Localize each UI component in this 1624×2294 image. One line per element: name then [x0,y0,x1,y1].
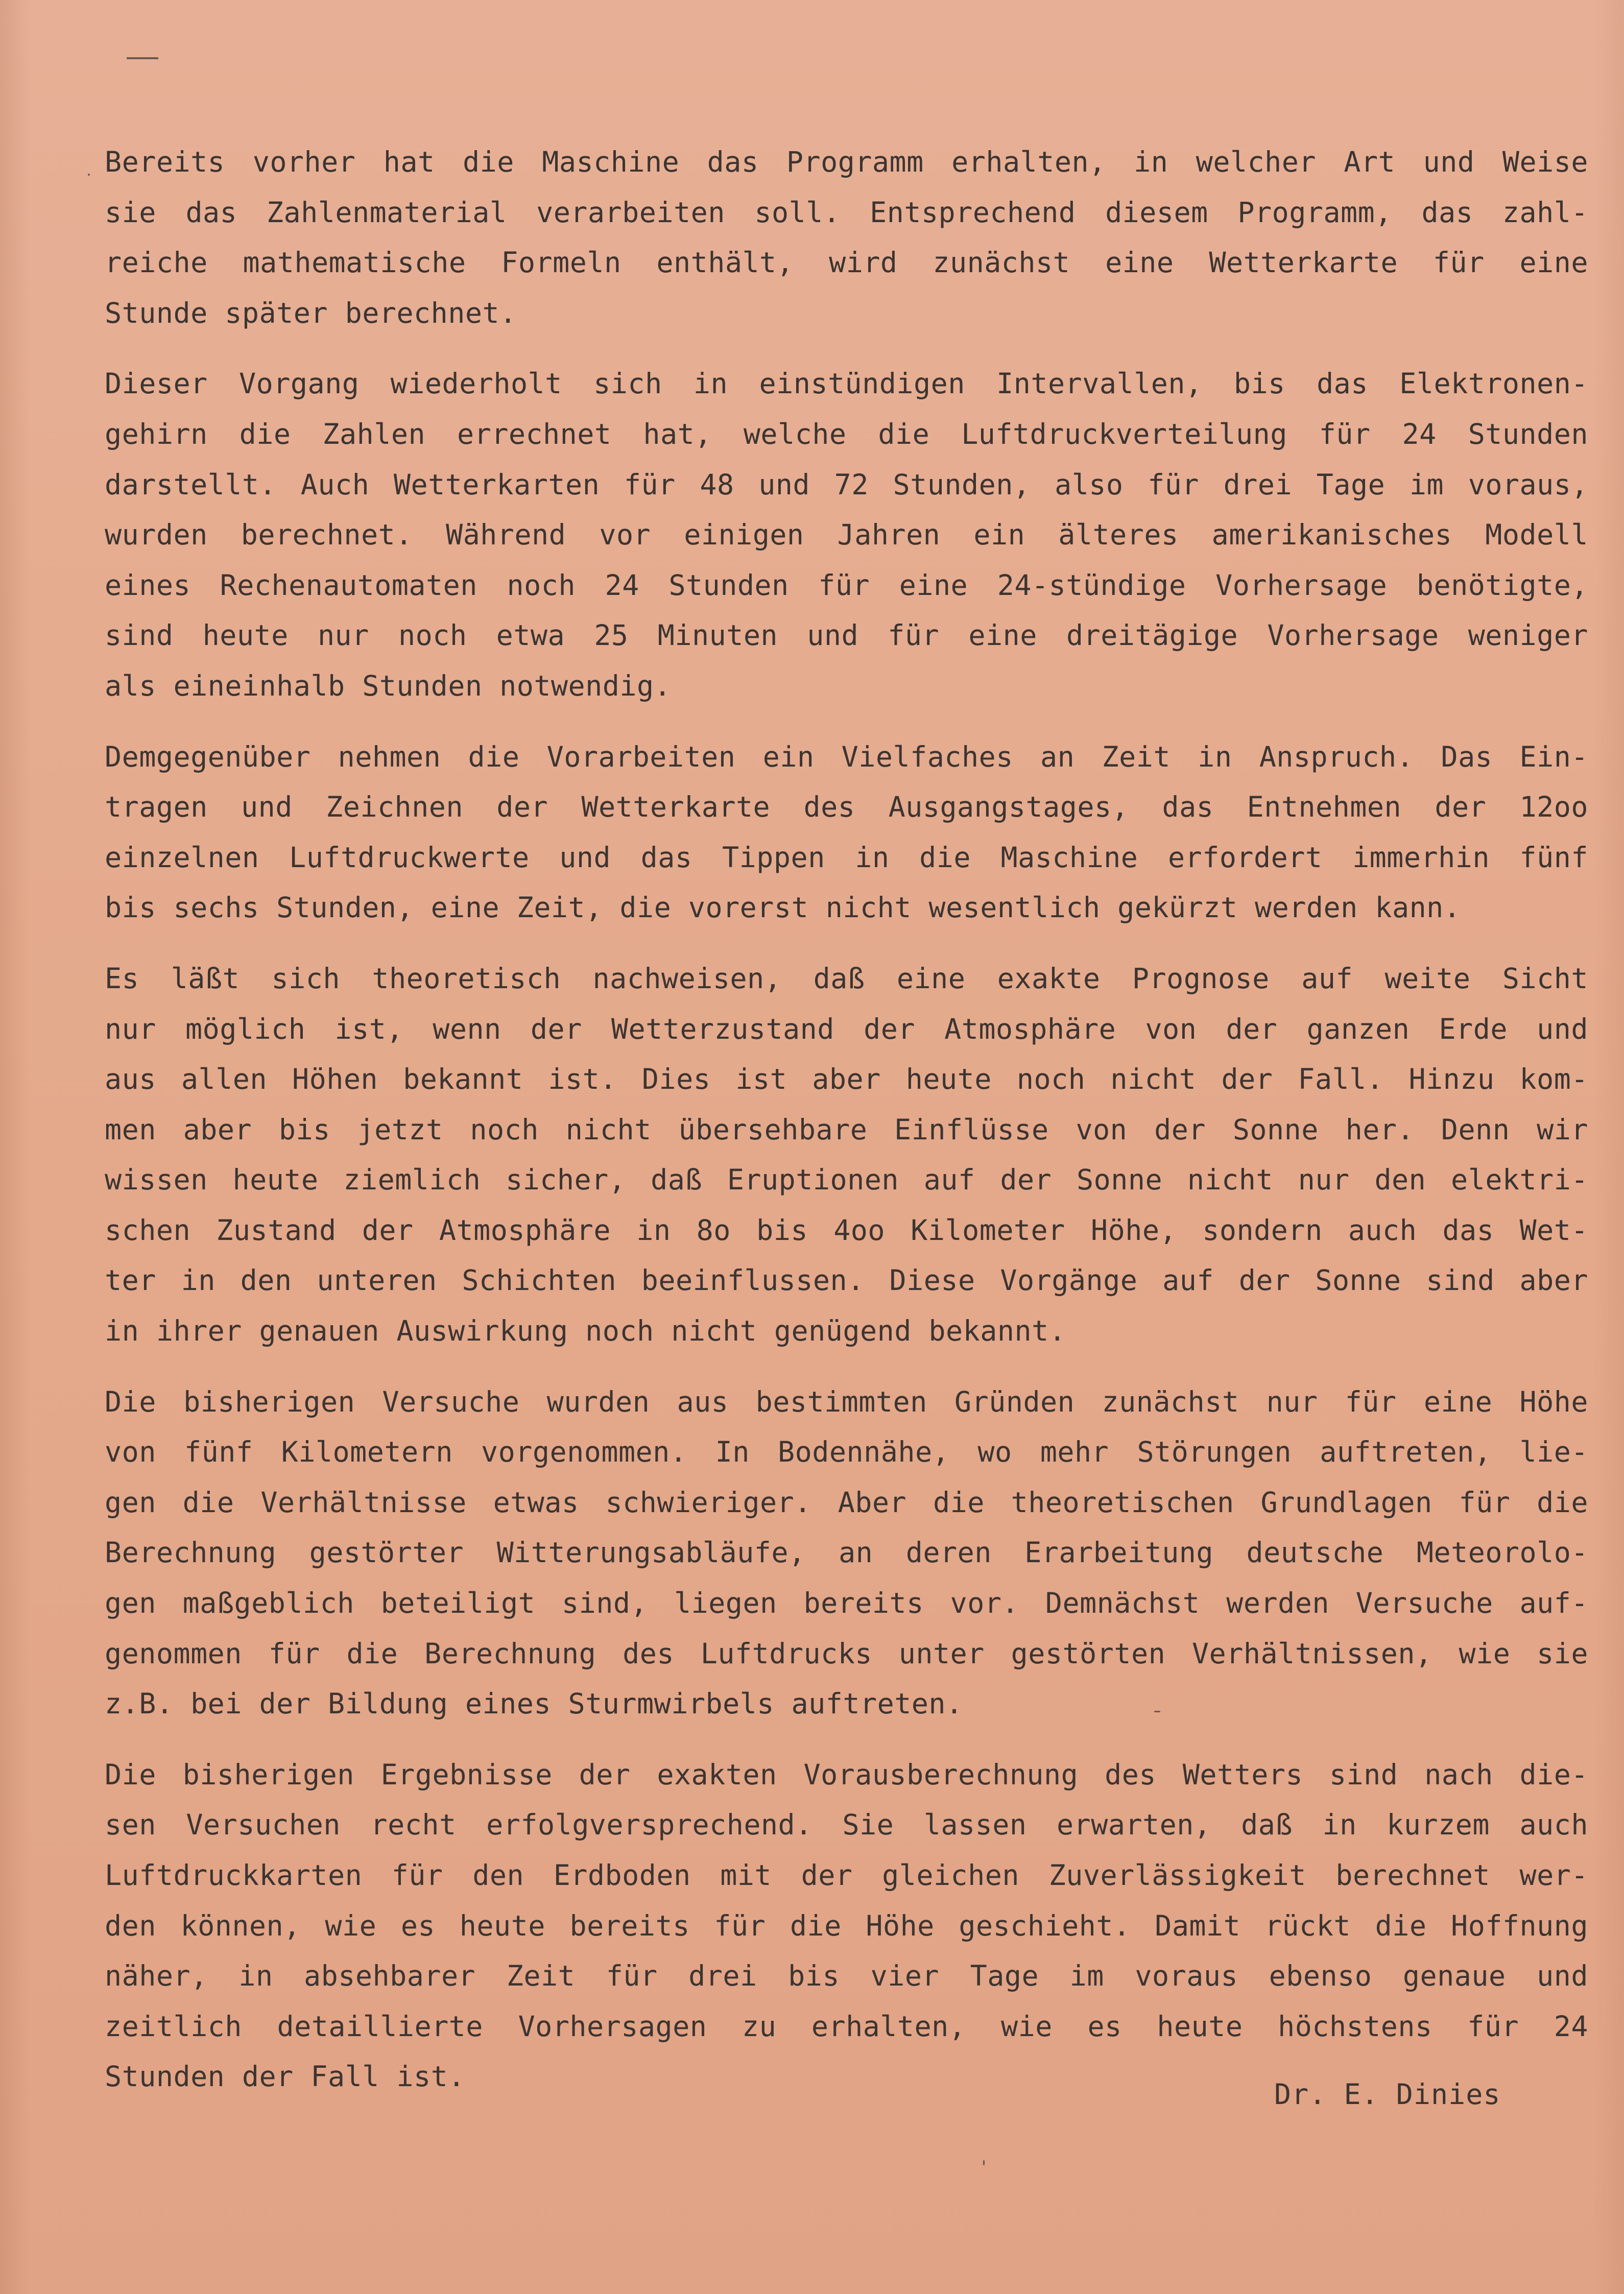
text-line: men aber bis jetzt noch nicht übersehbare Einflüsse von der Sonne her. Denn wir [105,1113,1588,1146]
text-line: Die bisherigen Ergebnisse der exakten Vorausberechnung des Wetters sind nach die- [105,1758,1588,1791]
text-line: z.B. bei der Bildung eines Sturmwirbels auftreten. [105,1687,963,1720]
text-line: Dieser Vorgang wiederholt sich in einstündigen Intervallen, bis das Elektronen- [105,367,1588,400]
text-line: sind heute nur noch etwa 25 Minuten und für eine dreitägige Vorhersage weniger [105,619,1588,652]
text-line: gehirn die Zahlen errechnet hat, welche die Luftdruckverteilung für 24 Stunden [105,417,1588,450]
ink-speck [1154,1711,1160,1712]
text-line: schen Zustand der Atmosphäre in 8o bis 4oo Kilometer Höhe, sondern auch das Wet- [105,1213,1588,1247]
text-line: tragen und Zeichnen der Wetterkarte des Ausgangstages, das Entnehmen der 12oo [105,791,1588,824]
text-line: ter in den unteren Schichten beeinflussen. Diese Vorgänge auf der Sonne sind aber [105,1264,1588,1297]
paragraph-5 [105,1377,1588,1729]
text-line: Die bisherigen Versuche wurden aus bestimmten Gründen zunächst nur für eine Höhe [105,1385,1588,1418]
text-line: sen Versuchen recht erfolgversprechend. Sie lassen erwarten, daß in kurzem auch [105,1808,1588,1842]
text-line: eines Rechenautomaten noch 24 Stunden für eine 24-stündige Vorhersage benötigte, [105,568,1588,602]
text-line: sie das Zahlenmaterial verarbeiten soll. Entsprechend diesem Programm, das zahl- [105,196,1588,229]
text-line: nur möglich ist, wenn der Wetterzustand der Atmosphäre von der ganzen Erde und [105,1012,1588,1045]
text-line: Demgegenüber nehmen die Vorarbeiten ein Vielfaches an Zeit in Anspruch. Das Ein- [105,740,1588,773]
text-line: Es läßt sich theoretisch nachweisen, daß eine exakte Prognose auf weite Sicht [105,962,1588,995]
paragraph-3 [105,732,1588,933]
text-line: in ihrer genauen Auswirkung noch nicht genügend bekannt. [105,1315,1066,1348]
text-line: darstellt. Auch Wetterkarten für 48 und 72 Stunden, also für drei Tage im voraus, [105,468,1588,501]
text-line: von fünf Kilometern vorgenommen. In Bodennähe, wo mehr Störungen auftreten, lie- [105,1436,1588,1469]
text-line: Stunde später berechnet. [105,296,517,329]
text-line: Berechnung gestörter Witterungsabläufe, an deren Erarbeitung deutsche Meteorolo- [105,1536,1588,1569]
paragraph-2 [105,359,1588,711]
ink-speck [983,2160,985,2165]
paragraph-1 [105,137,1588,338]
text-line: genommen für die Berechnung des Luftdrucks unter gestörten Verhältnissen, wie sie [105,1637,1588,1670]
text-line: gen maßgeblich beteiligt sind, liegen bereits vor. Demnächst werden Versuche auf- [105,1587,1588,1620]
text-line: wurden berechnet. Während vor einigen Jahren ein älteres amerikanisches Modell [105,518,1588,552]
letter-body [105,137,1588,2122]
text-line: näher, in absehbarer Zeit für drei bis vier Tage im voraus ebenso genaue und [105,1960,1588,1993]
text-line: wissen heute ziemlich sicher, daß Eruptionen auf der Sonne nicht nur den elektri- [105,1163,1588,1197]
signature: Dr. E. Dinies [1274,2078,1501,2111]
text-line: Bereits vorher hat die Maschine das Programm erhalten, in welcher Art und Weise [105,146,1588,178]
paragraph-6 [105,1750,1588,2102]
text-line: reiche mathematische Formeln enthält, wird zunächst eine Wetterkarte für eine [105,246,1588,279]
ink-speck [88,174,90,176]
text-line: zeitlich detaillierte Vorhersagen zu erhalten, wie es heute höchstens für 24 [105,2010,1588,2043]
text-line: gen die Verhältnisse etwas schwieriger. Aber die theoretischen Grundlagen für die [105,1486,1588,1519]
top-dash-mark [127,57,158,59]
text-line: Stunden der Fall ist. [105,2060,465,2093]
text-line: als eineinhalb Stunden notwendig. [105,669,672,702]
paragraph-4 [105,953,1588,1356]
text-line: aus allen Höhen bekannt ist. Dies ist aber heute noch nicht der Fall. Hinzu kom- [105,1063,1588,1096]
text-line: den können, wie es heute bereits für die Höhe geschieht. Damit rückt die Hoffnung [105,1909,1588,1942]
text-line: Luftdruckkarten für den Erdboden mit der gleichen Zuverlässigkeit berechnet wer- [105,1859,1588,1892]
text-line: einzelnen Luftdruckwerte und das Tippen in die Maschine erfordert immerhin fünf [105,841,1588,874]
text-line: bis sechs Stunden, eine Zeit, die vorerst nicht wesentlich gekürzt werden kann. [105,891,1461,924]
